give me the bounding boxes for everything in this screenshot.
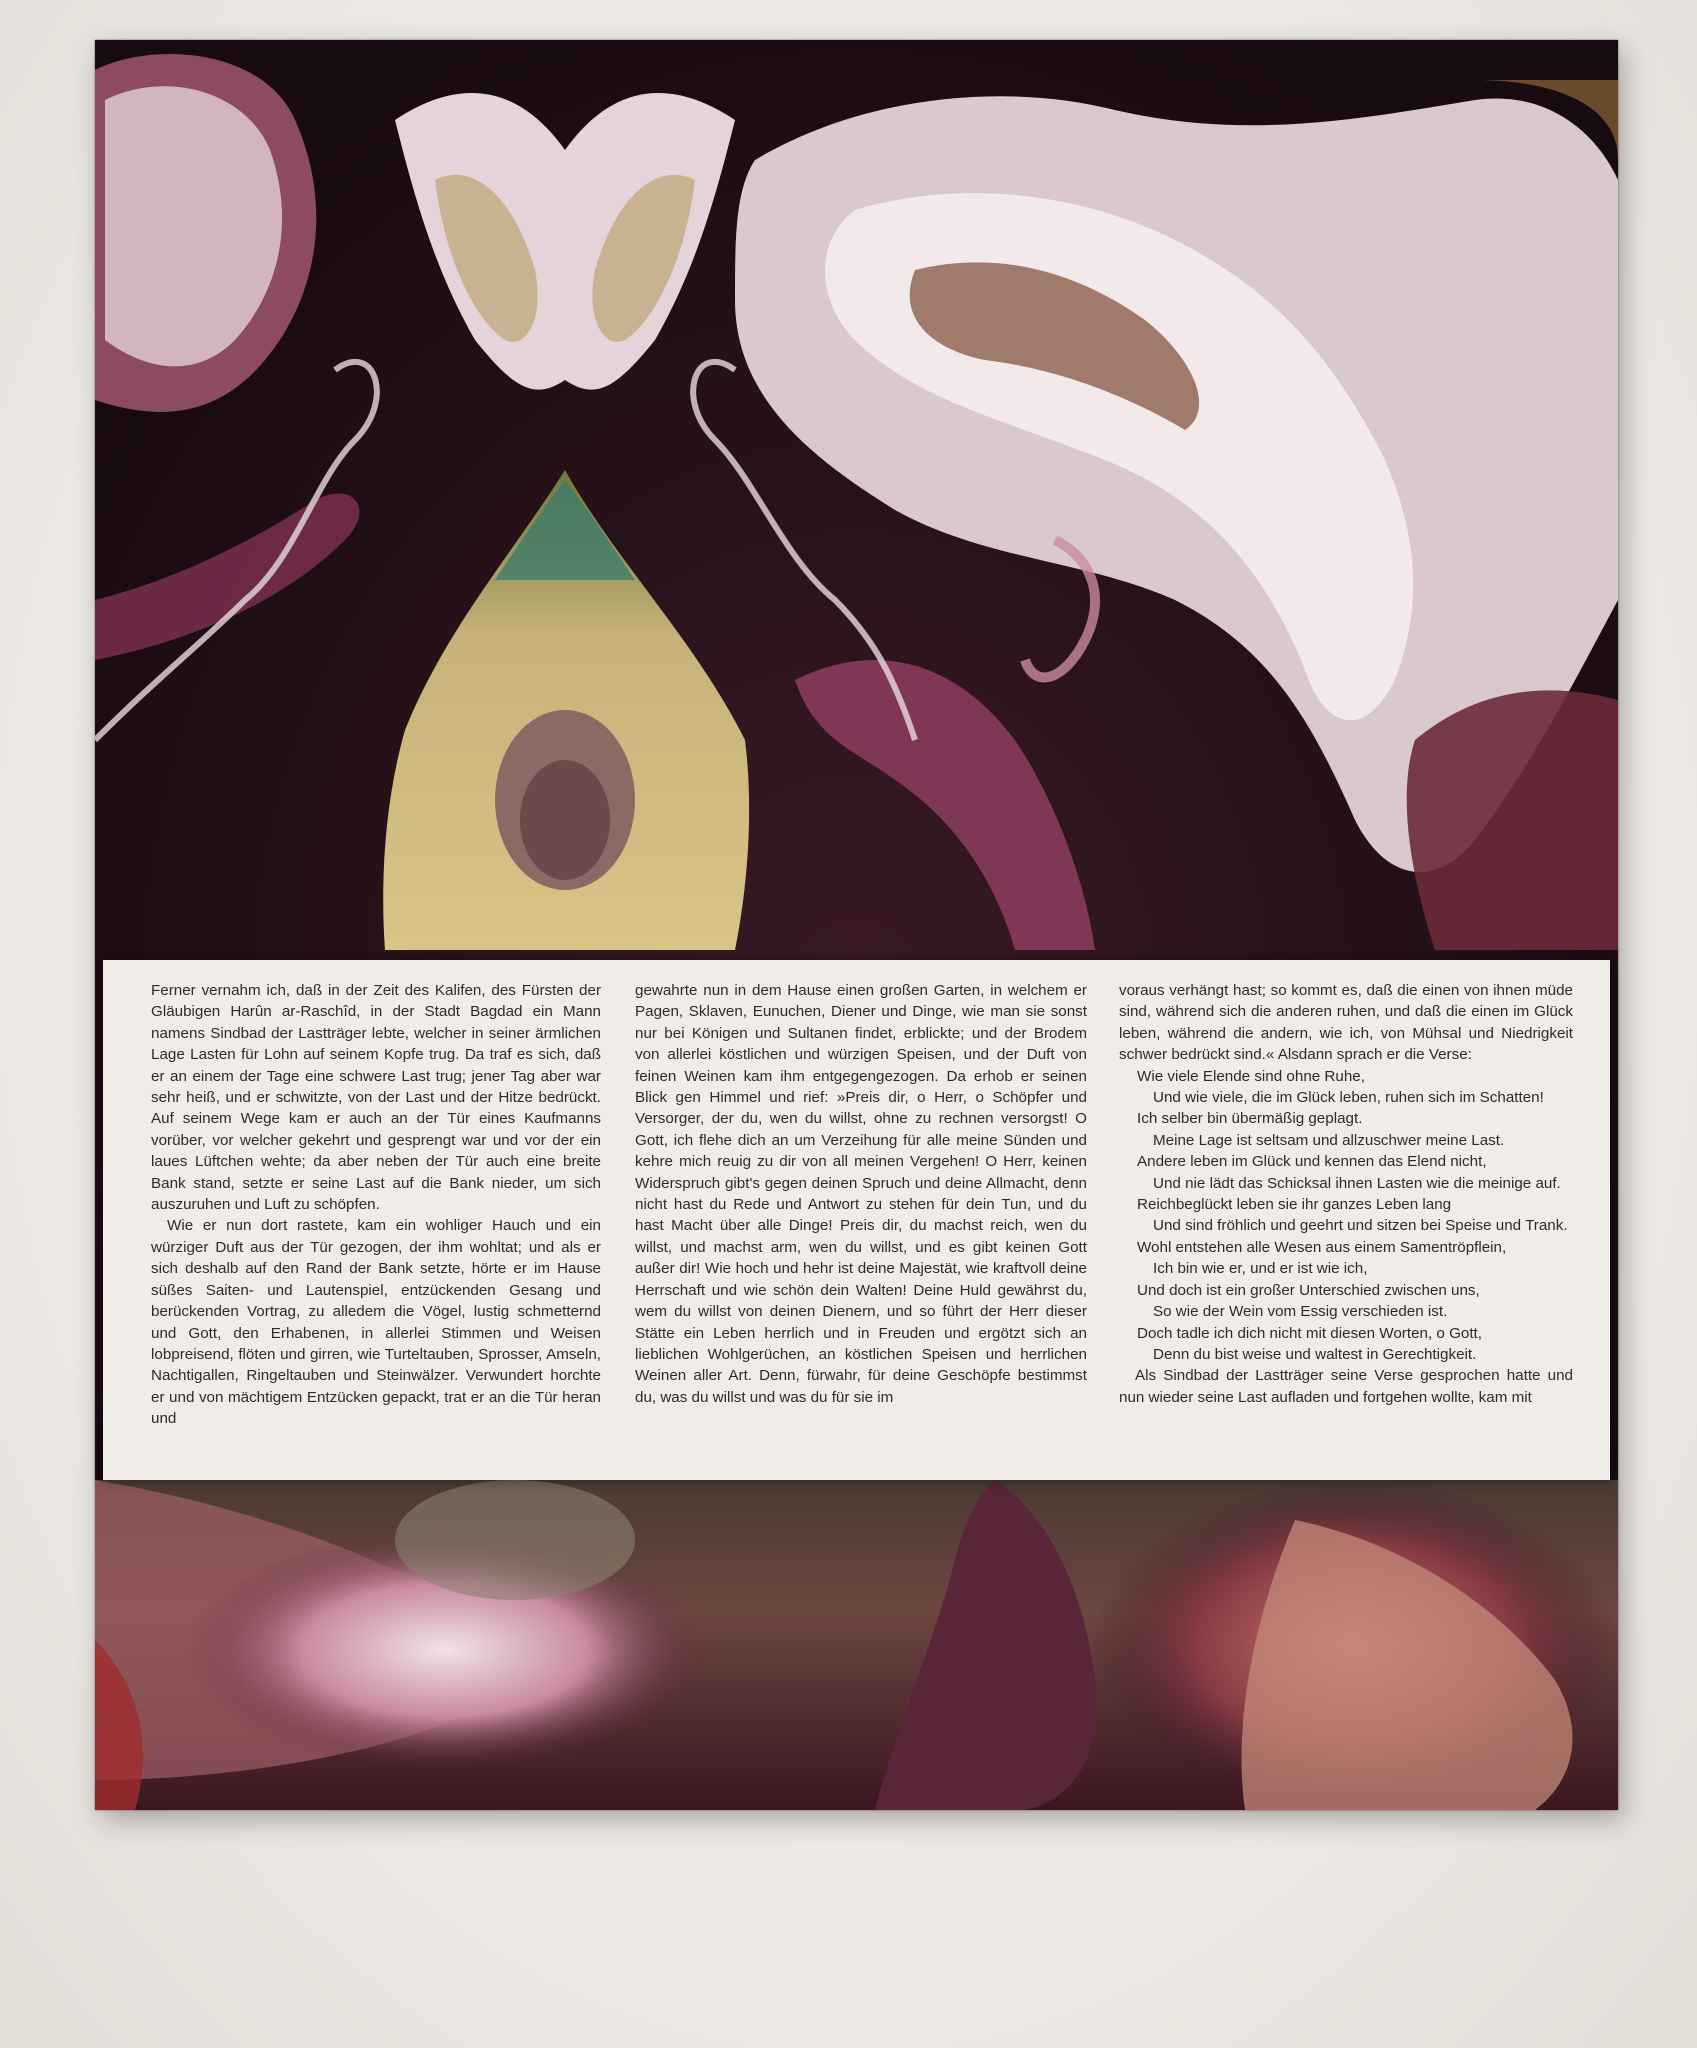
verse-line: Reichbeglückt leben sie ihr ganzes Leben lang [1137,1196,1452,1214]
verse-line: Meine Lage ist seltsam und allzuschwer meine Last. [1153,1131,1505,1149]
paragraph: Ferner vernahm ich, daß in der Zeit des Kalifen, des Fürsten der Gläubigen Harûn ar-Raschîd, in der Stadt Bagdad ein Mann namens Sindbad der Lastträger lebte, welcher in seiner ärmlichen Lage Lasten für Lohn auf seinem Kopfe trug. Da traf es sich, daß er an einem der Tage eine schwere Last trug; jener Tag aber war sehr heiß, und er schwitzte, von der Last und der Hitze bedrückt. Auf seinem Wege kam er auch an der Tür eines Kaufmanns vorüber, vor welcher gekehrt und gesprengt war und vor der ein laues Lüftchen wehte; da aber neben der Tür auch eine breite Bank stand, setzte er seine Last auf die Bank nieder, um sich auszuruhen und Luft zu schöpfen. [151,982,601,1214]
text-column-1 [151,980,601,1430]
book-cover [95,40,1618,1810]
verse-line: Und nie lädt das Schicksal ihnen Lasten wie die meinige auf. [1153,1174,1561,1192]
verse-line: Ich bin wie er, und er ist wie ich, [1153,1260,1368,1278]
text-column-2 [635,980,1087,1408]
verse-line: Doch tadle ich dich nicht mit diesen Worten, o Gott, [1137,1324,1482,1342]
paragraph: voraus verhängt hast; so kommt es, daß die einen von ihnen müde sind, während sich die anderen ruhen, und daß die einen im Glück leben, während die andern, wie ich, von Mühsal und Niedrigkeit schwer bedrückt sind.« Alsdann sprach er die Verse: [1119,982,1573,1064]
verse-line: Andere leben im Glück und kennen das Elend nicht, [1137,1153,1487,1171]
paragraph: Als Sindbad der Lastträger seine Verse gesprochen hatte und nun wieder seine Last aufladen und fortgehen wollte, kam mit [1119,1367,1573,1406]
text-column-3 [1119,980,1573,1408]
verse-line: Und wie viele, die im Glück leben, ruhen sich im Schatten! [1153,1089,1544,1107]
verse-line: Wie viele Elende sind ohne Ruhe, [1137,1067,1365,1085]
paragraph: Wie er nun dort rastete, kam ein wohliger Hauch und ein würziger Duft aus der Tür gezogen, der ihm wohltat; und als er sich deshalb auf den Rand der Bank setzte, hörte er im Hause süßes Saiten- und Lautenspiel, entzückenden Gesang und berückenden Vortrag, zu alledem die Vögel, lustig schmetternd und Gott, den Erhabenen, in allerlei Stimmen und Weisen lobpreisend, flöten und girren, wie Turteltauben, Sprosser, Amseln, Nachtigallen, Ringeltauben und Steinwälzer. Verwundert horchte er und von mächtigem Entzücken gepackt, trat er an die Tür heran und [151,1217,601,1428]
paragraph: gewahrte nun in dem Hause einen großen Garten, in welchem er Pagen, Sklaven, Eunuchen, Diener und Dinge, wie man sie sonst nur bei Königen und Sultanen findet, erblickte; und der Brodem von allerlei köstlichen und würzigen Speisen, und der Duft von feinen Weinen kam ihm entgegengezogen. Da erhob er seinen Blick gen Himmel und rief: »Preis dir, o Herr, o Schöpfer und Versorger, der du, wen du willst, ohne zu rechnen versorgst! O Gott, ich flehe dich an um Verzeihung für alle meine Sünden und kehre mich reuig zu dir von all meinen Vergehen! O Herr, keinen Widerspruch gibt's gegen deinen Spruch und deine Allmacht, denn nicht hast du Rede und Antwort zu stehen für dein Tun, und du hast Macht über alle Dinge! Preis dir, du machst reich, wen du willst, und machst arm, wen du willst, und es gibt keinen Gott außer dir! Wie hoch und hehr ist deine Majestät, wie kraftvoll deine Herrschaft und wie schön dein Walten! Deine Huld gewährst du, wem du willst von deinen Dienern, und so führt der Herr dieser Stätte ein Leben herrlich und in Freuden und ergötzt sich an lieblichen Wohlgerüchen, an köstlichen Speisen und herrlichen Weinen aller Art. Denn, fürwahr, für deine Geschöpfe bestimmst du, was du willst und was du für sie im [635,982,1087,1406]
verse-line: Denn du bist weise und waltest in Gerechtigkeit. [1153,1345,1477,1363]
marbled-cover-art [95,40,1618,1810]
verse-line: So wie der Wein vom Essig verschieden ist. [1153,1303,1448,1321]
verse-block [1119,1066,1573,1366]
verse-line: Und doch ist ein großer Unterschied zwischen uns, [1137,1281,1480,1299]
text-bellyband [103,960,1610,1480]
verse-line: Wohl entstehen alle Wesen aus einem Samentröpflein, [1137,1238,1507,1256]
verse-line: Ich selber bin übermäßig geplagt. [1137,1110,1363,1128]
verse-line: Und sind fröhlich und geehrt und sitzen bei Speise und Trank. [1153,1217,1568,1235]
